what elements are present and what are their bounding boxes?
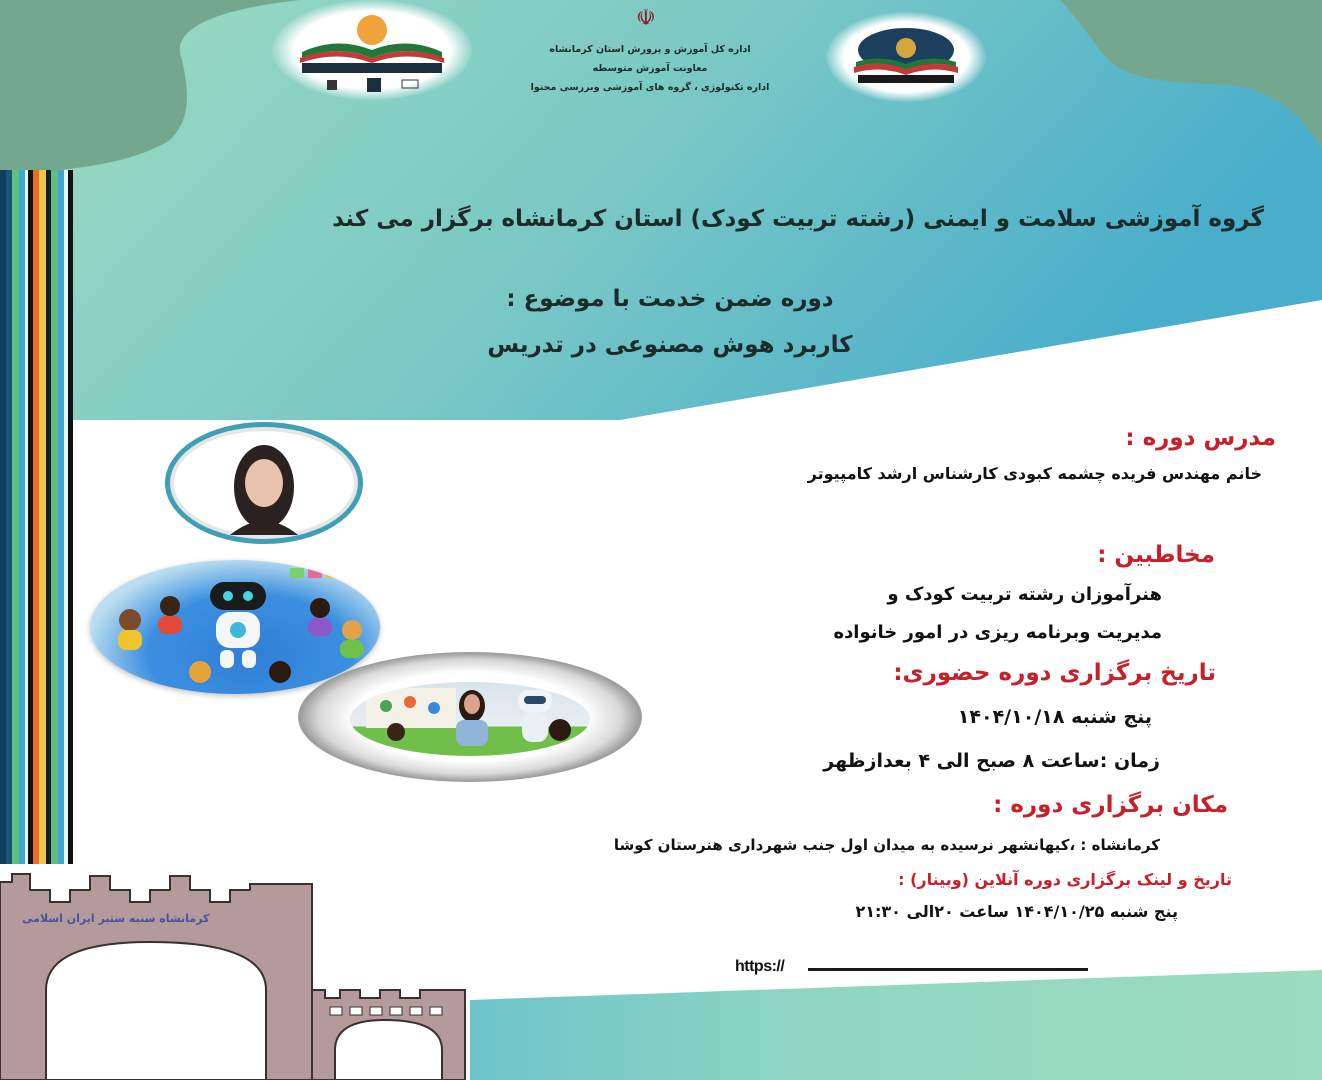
education-groups-logo (826, 12, 986, 102)
audience-heading: مخاطبین : (1097, 542, 1215, 568)
decorative-stripes (0, 170, 76, 864)
header-organization-lines (470, 40, 830, 97)
iran-emblem-icon: ☫ (636, 6, 656, 31)
teacher-robot-image (298, 652, 642, 782)
header-line-1: اداره کل آموزش و پرورش استان کرمانشاه (549, 44, 751, 55)
organizer-title: گروه آموزشی سلامت و ایمنی (رشته تربیت کودک) استان کرمانشاه برگزار می کند (332, 206, 1264, 232)
audience-line-2: مدیریت وبرنامه ریزی در امور خانواده (833, 622, 1162, 643)
in-person-time: زمان :ساعت ۸ صبح الی ۴ بعدازظهر (823, 750, 1160, 772)
person-icon (170, 427, 358, 539)
classroom-scene (350, 682, 590, 756)
teacher-icon (350, 682, 590, 756)
webinar-link-prefix[interactable]: https:// (735, 958, 785, 975)
online-heading: تاریخ و لینک برگزاری دوره آنلاین (وبینار) : (898, 870, 1232, 889)
online-datetime: پنج شنبه ۱۴۰۴/۱۰/۲۵ ساعت ۲۰الی ۲۱:۳۰ (855, 902, 1178, 921)
webinar-link-blank (808, 968, 1088, 971)
kermanshah-gate-illustration (0, 870, 480, 1080)
emblem-logo-icon (826, 12, 986, 102)
location-heading: مکان برگزاری دوره : (993, 792, 1228, 818)
header-line-3: اداره تکنولوژی ، گروه های آموزشی وبررسی محتوا (530, 82, 770, 93)
course-label: دوره ضمن خدمت با موضوع : (506, 286, 834, 312)
instructor-heading: مدرس دوره : (1125, 425, 1276, 451)
header-line-2: معاونت آموزش متوسطه (592, 63, 708, 74)
audience-line-1: هنرآموزان رشته تربیت کودک و (887, 584, 1162, 605)
instructor-name: خانم مهندس فریده چشمه کبودی کارشناس ارشد کامپیوتر (807, 464, 1262, 483)
robot-classroom-image (90, 560, 380, 694)
education-technology-logo (272, 0, 472, 100)
course-topic: کاربرد هوش مصنوعی در تدریس (487, 332, 853, 358)
in-person-date-heading: تاریخ برگزاری دوره حضوری: (893, 660, 1216, 686)
location-address: کرمانشاه : ،کیهانشهر نرسیده به میدان اول جنب شهرداری هنرستان کوشا (613, 836, 1160, 854)
book-logo-icon (272, 0, 472, 100)
instructor-photo (165, 422, 363, 544)
robot-icon (90, 560, 380, 694)
in-person-date: پنج شنبه ۱۴۰۴/۱۰/۱۸ (957, 706, 1152, 728)
gate-caption: کرمانشاه سنبه ستبر ایران اسلامی (22, 912, 210, 925)
